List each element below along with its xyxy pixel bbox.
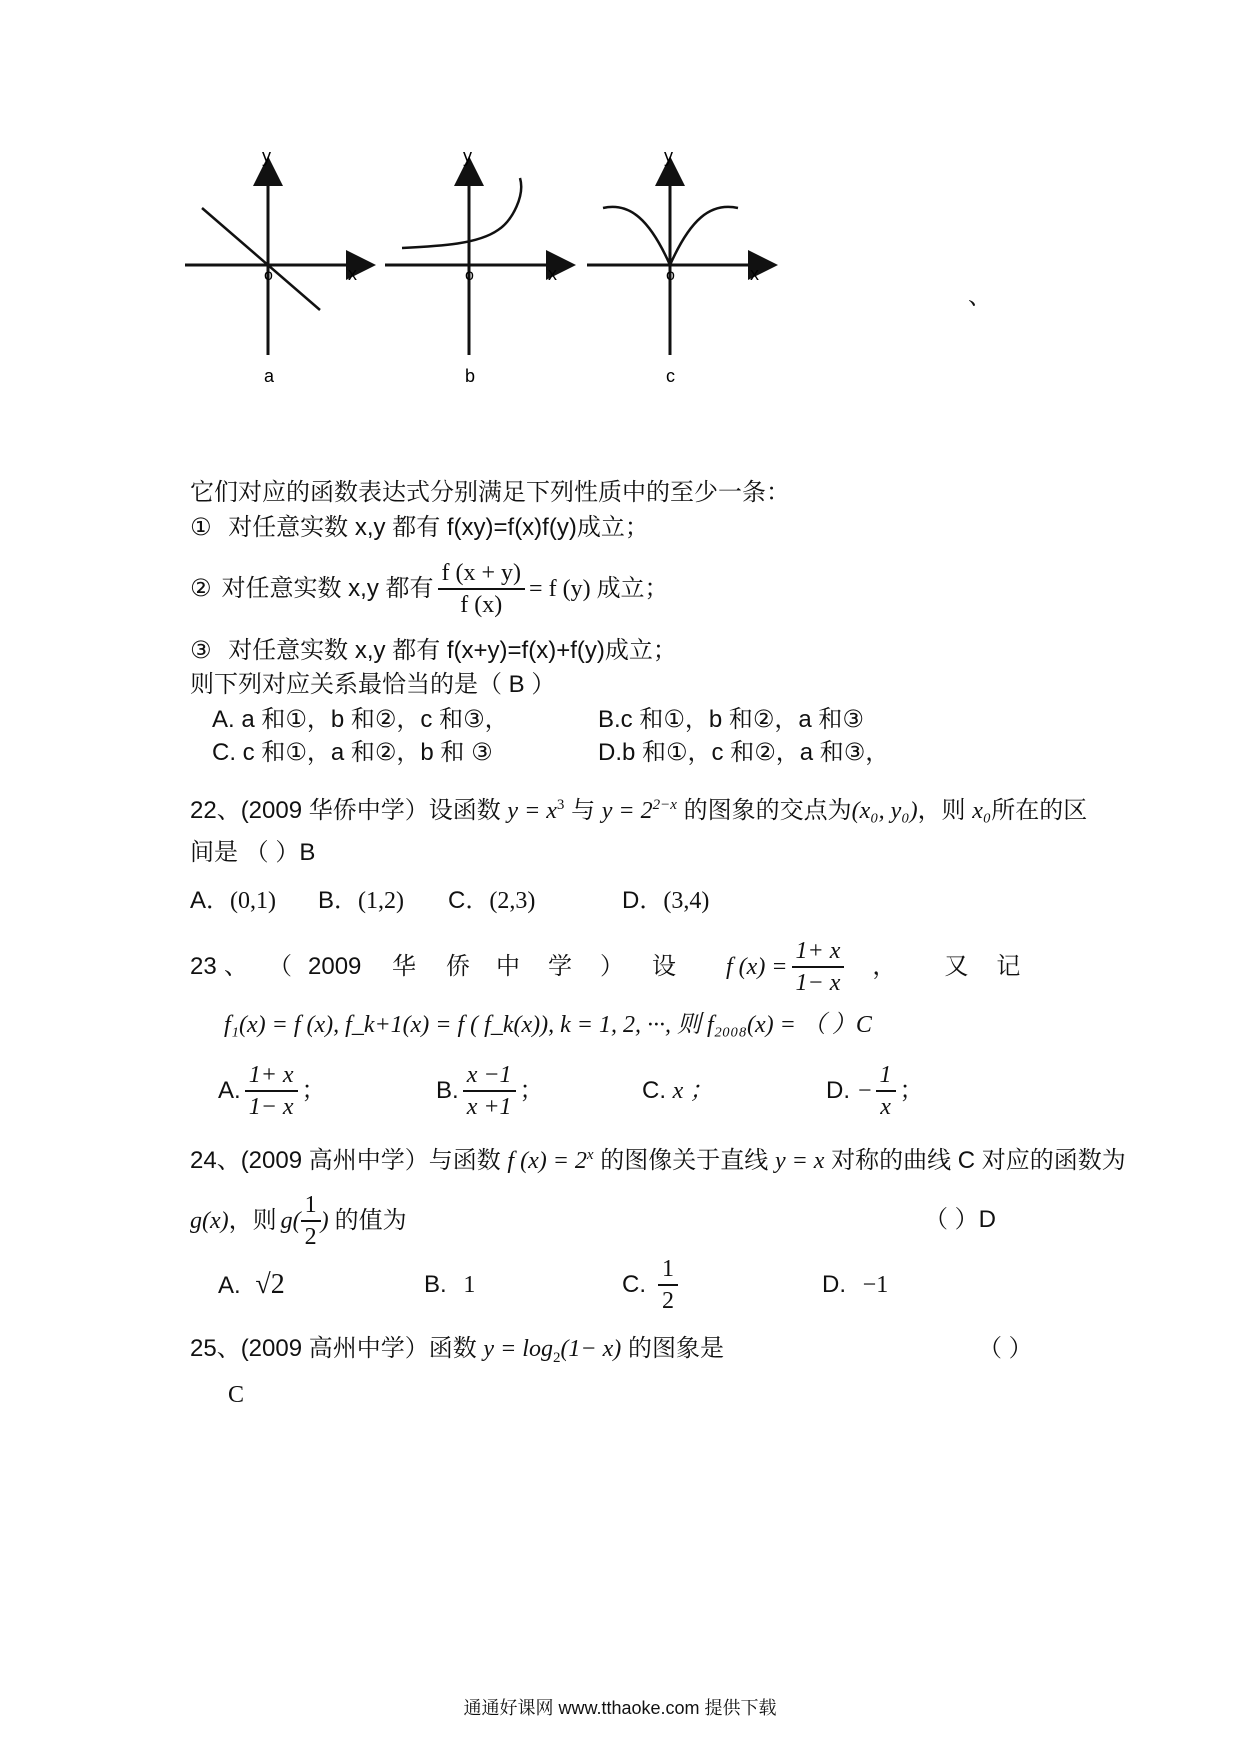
q23-option-d — [826, 1060, 924, 1122]
graph-c — [587, 146, 772, 386]
graph-a-curve — [202, 208, 320, 310]
q24-option-c-denominator: 2 — [658, 1284, 678, 1316]
q23-line-1 — [190, 936, 1050, 998]
q23-word-1: 、 — [224, 953, 248, 980]
q23-option-d-fraction — [876, 1060, 896, 1122]
q23-option-b-denominator: x +1 — [463, 1090, 516, 1122]
q22-intersection-point: (x₀, y₀) — [851, 798, 918, 824]
graph-a-x-label: x — [348, 264, 357, 284]
q22-option-c-value: (2,3) — [489, 888, 536, 914]
q24-option-b-value: 1 — [463, 1272, 476, 1298]
q24-line-1 — [190, 1140, 1126, 1176]
q24-function: f (x) = 2 — [507, 1148, 587, 1174]
q24-option-a-value: √2 — [255, 1269, 285, 1300]
q21-property-3-number: ③ — [190, 637, 212, 664]
q21-property-2-tail: 成立； — [596, 575, 669, 602]
q22-option-a-value: (0,1) — [230, 888, 276, 914]
graph-b-y-label: y — [463, 146, 472, 166]
q24-answer: （ ）D — [924, 1206, 996, 1233]
q21-property-1 — [190, 513, 649, 543]
q22-mid-text: 的图象的交点为 — [683, 797, 852, 824]
q23-option-c-value: x ； — [672, 1078, 714, 1104]
q24-g: g(x) — [190, 1208, 229, 1234]
q22-option-c-label: C． — [448, 887, 490, 914]
graph-a — [185, 146, 370, 386]
q21-property-2-denominator: f (x) — [438, 588, 526, 620]
q22-lead: 22、(2009 华侨中学）设函数 — [190, 797, 501, 824]
q22-function-2-exponent: 2−x — [652, 797, 677, 813]
q21-property-2-fraction — [438, 558, 526, 620]
q23-f-numerator: 1+ x — [795, 938, 841, 964]
q21-property-2 — [190, 558, 669, 620]
q23-word-2: （ — [268, 953, 292, 980]
q24-g-close: ) — [320, 1208, 329, 1234]
q24-tail: 对称的曲线 C 对应的函数为 — [831, 1147, 1126, 1174]
q23-word-9: 设 — [652, 953, 676, 980]
q21-property-2-number: ② — [190, 575, 212, 602]
q25-tail: 的图象是 — [627, 1335, 724, 1362]
q23-option-b — [436, 1060, 544, 1122]
q24-mid-text-2: ，则 — [228, 1207, 277, 1234]
q23-option-a-denominator: 1− x — [245, 1090, 298, 1122]
q23-option-b-semicolon: ； — [519, 1077, 544, 1104]
q24-option-d — [822, 1270, 888, 1300]
q21-property-1-text: 对任意实数 x,y 都有 f(xy)=f(x)f(y)成立； — [228, 514, 649, 541]
q23-option-a-semicolon: ； — [301, 1077, 326, 1104]
q23-word-6: 中 — [496, 953, 520, 980]
q21-question: 则下列对应关系最恰当的是（ B ） — [190, 671, 556, 698]
q22-option-b-value: (1,2) — [358, 888, 404, 914]
q23-word-5: 侨 — [446, 953, 470, 980]
graph-c-x-label: x — [750, 264, 759, 284]
graph-b-curve — [402, 178, 521, 248]
q25-function-argument: (1− x) — [560, 1336, 622, 1362]
q24-line-2 — [190, 1190, 407, 1252]
q23-option-a-label: A. — [218, 1077, 241, 1104]
graph-b-x-label: x — [548, 264, 557, 284]
q21-option-c: C. c 和①，a 和②，b 和 ③ — [212, 739, 493, 766]
q24-half-fraction — [301, 1190, 321, 1252]
graph-b-origin-label: o — [465, 267, 474, 284]
stray-mark: 、 — [968, 283, 992, 310]
q21-option-d: D.b 和①，c 和②，a 和③， — [598, 739, 890, 766]
q23-word-0: 23 — [190, 953, 217, 980]
q22-function-1-exponent: 3 — [556, 797, 565, 813]
q22-option-c — [448, 886, 535, 916]
q24-option-a — [218, 1270, 285, 1301]
q24-option-c — [622, 1254, 682, 1316]
q22-function-2: y = 2 — [601, 798, 653, 824]
q23-tail-word-1: 记 — [996, 953, 1021, 980]
graph-a-caption: a — [264, 366, 275, 386]
q22-option-d-label: D． — [622, 887, 664, 914]
graph-b-caption: b — [465, 366, 476, 386]
q25-lead: 25、(2009 高州中学）函数 — [190, 1335, 477, 1362]
q24-option-d-value: −1 — [862, 1272, 889, 1298]
q25-answer-parens: （ ） — [978, 1335, 1033, 1362]
q23-option-a — [218, 1060, 326, 1122]
q22-mid-text-2: ，则 — [917, 797, 966, 824]
q23-option-c-label: C. — [642, 1077, 666, 1104]
q23-option-b-label: B. — [436, 1077, 459, 1104]
q24-lead: 24、(2009 高州中学）与函数 — [190, 1147, 501, 1174]
q22-option-b — [318, 886, 404, 916]
q24-option-c-numerator: 1 — [662, 1256, 674, 1282]
q24-g-call: g( — [280, 1208, 301, 1234]
graph-c-origin-label: o — [666, 267, 675, 284]
q22-option-b-label: B． — [318, 887, 359, 914]
q24-mid-text: 的图像关于直线 — [600, 1147, 769, 1174]
q22-option-a-label: A． — [190, 887, 231, 914]
q24-tail-2: 的值为 — [334, 1207, 407, 1234]
q25-answer: C — [228, 1382, 245, 1408]
q25-function: y = log — [483, 1336, 553, 1362]
function-graphs — [180, 140, 820, 400]
graph-c-y-label: y — [664, 146, 673, 166]
q23-option-b-fraction — [463, 1060, 516, 1122]
q24-half-denominator: 2 — [301, 1220, 321, 1252]
q23-option-d-denominator: x — [876, 1090, 896, 1122]
q23-f-fraction — [792, 936, 845, 998]
q21-intro: 它们对应的函数表达式分别满足下列性质中的至少一条： — [190, 479, 790, 506]
q24-option-b — [424, 1270, 475, 1300]
q24-option-c-label: C. — [622, 1271, 646, 1298]
q23-tail-word-0: 又 — [944, 953, 969, 980]
q23-option-b-numerator: x −1 — [466, 1062, 512, 1088]
q22-option-a — [190, 886, 276, 916]
q23-option-a-fraction — [245, 1060, 298, 1122]
q23-word-7: 学 — [548, 953, 572, 980]
q23-option-d-numerator: 1 — [879, 1062, 892, 1088]
q24-option-b-label: B. — [424, 1271, 447, 1298]
q23-word-4: 华 — [392, 953, 416, 980]
q23-comma: ， — [872, 953, 897, 980]
q21-option-a: A. a 和①，b 和②，c 和③， — [212, 706, 509, 733]
q21-option-b: B.c 和①，b 和②，a 和③ — [598, 706, 864, 733]
q23-option-d-semicolon: ； — [899, 1077, 924, 1104]
q22-option-d-value: (3,4) — [663, 888, 710, 914]
q22-connector: 与 — [571, 797, 596, 824]
q24-function-exponent: x — [586, 1147, 594, 1163]
q24-option-a-label: A. — [218, 1272, 241, 1299]
q25-line-1 — [190, 1334, 724, 1373]
q24-line-equation: y = x — [774, 1148, 825, 1174]
q25-function-base: 2 — [552, 1349, 561, 1366]
q23-option-c — [642, 1076, 713, 1106]
q22-tail: 所在的区 — [991, 797, 1088, 824]
graph-c-caption: c — [666, 366, 675, 386]
page-footer: 通通好课网 www.tthaoke.com 提供下载 — [463, 1698, 777, 1718]
q22-x0: x₀ — [972, 798, 992, 824]
q21-property-2-numerator: f (x + y) — [441, 560, 522, 586]
q21-property-3-text: 对任意实数 x,y 都有 f(x+y)=f(x)+f(y)成立； — [228, 637, 677, 664]
q23-option-d-label: D. — [826, 1077, 850, 1104]
q24-half-numerator: 1 — [304, 1192, 317, 1218]
q23-f-denominator: 1− x — [792, 966, 845, 998]
q23-word-8: ） — [600, 953, 624, 980]
graph-a-origin-label: o — [264, 267, 273, 284]
graph-b — [385, 146, 570, 386]
q23-word-3: 2009 — [308, 953, 362, 980]
q21-property-3 — [190, 636, 677, 666]
q21-property-2-rhs: = f (y) — [529, 576, 591, 602]
q22-line-1 — [190, 790, 1087, 826]
q23-line-2: f₁(x) = f (x), f_k+1(x) = f ( f_k(x)), k = 1, 2, ···, 则 f₂₀₀₈(x) = （ ）C — [224, 1012, 872, 1038]
graph-a-y-label: y — [262, 146, 271, 166]
q22-line-2: 间是 （ ）B — [190, 839, 316, 866]
q22-option-d — [622, 886, 709, 916]
q24-option-c-fraction — [658, 1254, 678, 1316]
q23-option-a-numerator: 1+ x — [248, 1062, 294, 1088]
q23-f-lhs: f (x) = — [726, 954, 788, 980]
q24-option-d-label: D. — [822, 1271, 846, 1298]
q22-function-1: y = x — [507, 798, 557, 824]
q21-property-2-text: 对任意实数 x,y 都有 — [221, 575, 434, 602]
q23-option-d-sign: − — [858, 1078, 872, 1104]
q21-property-1-number: ① — [190, 514, 212, 541]
